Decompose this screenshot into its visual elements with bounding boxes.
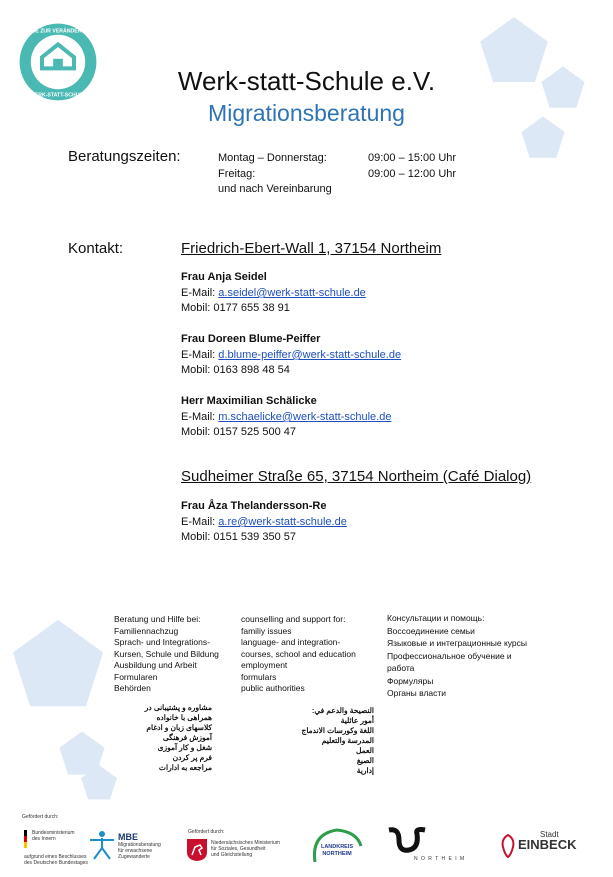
bmi-logo — [22, 824, 88, 868]
contact-mobile-row — [181, 364, 290, 376]
landkreis-northeim-logo — [307, 826, 367, 866]
ms-line: für Soziales, Gesundheit — [211, 846, 266, 852]
hours-time: 09:00 – 12:00 Uhr — [368, 168, 457, 180]
service-item: Языковые и интеграционные курсы — [387, 638, 528, 648]
page-subtitle: Migrationsberatung — [208, 100, 405, 126]
service-item: آموزش فرهنگی — [162, 733, 212, 742]
service-item: Профессиональное обучение и — [387, 650, 512, 661]
address-2: Sudheimer Straße 65, 37154 Northeim (Café Dialog) — [181, 468, 532, 485]
mbe-figure-icon — [88, 830, 116, 860]
services-de — [114, 614, 219, 695]
bmi-line: Bundesministerium — [32, 830, 75, 836]
hours-note: und nach Vereinbarung — [218, 183, 332, 195]
contact-email-row — [181, 516, 347, 528]
mbe-line: Zugewanderte — [118, 854, 150, 860]
service-item: اللغة وكورسات الاندماج — [301, 726, 374, 735]
email-link[interactable]: a.re@werk-statt-schule.de — [218, 516, 347, 528]
mobile-number: 0151 539 350 57 — [213, 531, 296, 543]
services-heading: Beratung und Hilfe bei: — [114, 614, 201, 624]
contact-mobile-row — [181, 531, 296, 543]
service-item: العمل — [355, 746, 374, 755]
bmi-line: des Innern — [32, 836, 56, 842]
contact-label: Kontakt: — [68, 240, 124, 257]
service-item: работа — [387, 663, 415, 673]
mobile-number: 0163 898 48 54 — [213, 364, 290, 376]
service-item: کلاسهای زبان و ادغام — [146, 723, 212, 732]
northeim-n-logo — [385, 826, 429, 856]
service-item: Воссоединение семьи — [387, 625, 475, 636]
page-title: Werk-statt-Schule e.V. — [177, 66, 436, 96]
email-link[interactable]: d.blume-peiffer@werk-statt-schule.de — [218, 349, 402, 361]
service-item: Behörden — [114, 683, 151, 693]
hours-time: 09:00 – 15:00 Uhr — [368, 152, 457, 164]
mbe-logo — [118, 832, 161, 860]
logo-arc-bottom: WERK-STATT-SCHULE — [29, 92, 87, 99]
service-item: فرم پر کردن — [172, 753, 212, 762]
service-item: Formularen — [114, 671, 158, 682]
contact-name: Frau Anja Seidel — [181, 271, 267, 283]
decor-pentagon — [80, 764, 118, 802]
service-item: Органы власти — [387, 688, 447, 698]
bmi-sub: aufgrund eines Beschlusses — [24, 854, 87, 860]
mobile-number: 0157 525 500 47 — [213, 426, 296, 438]
service-item: Ausbildung und Arbeit — [114, 660, 197, 670]
logo-arc-top: WEGE ZUR VERÄNDERUNG — [22, 28, 94, 35]
einbeck-crest-icon — [500, 833, 516, 859]
lower-saxony-horse-icon — [186, 838, 208, 862]
service-item: إدارية — [356, 766, 374, 775]
landkreis-line: LANDKREIS — [320, 844, 354, 850]
services-heading: Консультации и помощь: — [387, 613, 485, 623]
northeim-label: N O R T H E I M — [414, 856, 466, 862]
mbe-line: für erwachsene — [118, 848, 153, 854]
service-item: formulars — [241, 671, 277, 682]
mobile-label: Mobil: — [181, 302, 211, 314]
ms-line: und Gleichstellung — [211, 852, 253, 858]
decor-pentagon — [10, 617, 106, 713]
bmi-sub: des Deutschen Bundestages — [24, 860, 88, 866]
hours-day: Freitag: — [218, 168, 256, 180]
contact-name: Frau Doreen Blume-Peiffer — [181, 333, 321, 345]
address-1: Friedrich-Ebert-Wall 1, 37154 Northeim — [181, 240, 442, 257]
service-item: الصيغ — [356, 756, 374, 765]
service-item: Формуляры — [387, 675, 434, 686]
service-item: المدرسة والتعليم — [321, 736, 374, 745]
contact-mobile-row — [181, 302, 290, 314]
einbeck-top: Stadt — [540, 830, 559, 839]
service-item: language- and integration- — [241, 637, 341, 647]
email-link[interactable]: m.schaelicke@werk-statt-schule.de — [218, 411, 392, 423]
email-label: E-Mail: — [181, 349, 216, 361]
services-ar — [296, 706, 374, 776]
service-item: Sprach- und Integrations- — [114, 637, 210, 647]
funded-label-2: Gefördert durch: — [188, 829, 225, 835]
service-item: public authorities — [241, 683, 305, 693]
service-item: أمور عائلية — [340, 716, 374, 725]
service-item: مراجعه به ادارات — [158, 763, 212, 772]
hours-day: Montag – Donnerstag: — [218, 152, 327, 164]
email-link[interactable]: a.seidel@werk-statt-schule.de — [218, 287, 366, 299]
service-item: familiy issues — [241, 625, 292, 636]
mobile-number: 0177 655 38 91 — [213, 302, 290, 314]
email-label: E-Mail: — [181, 287, 216, 299]
service-item: همراهی با خانواده — [156, 713, 212, 722]
service-item: شغل و کار آموزی — [157, 743, 212, 752]
contact-mobile-row — [181, 426, 296, 438]
einbeck-name: EINBECK — [518, 837, 577, 852]
funded-label: Gefördert durch: — [22, 814, 59, 820]
email-label: E-Mail: — [181, 516, 216, 528]
contact-name: Herr Maximilian Schälicke — [181, 395, 317, 407]
service-item: courses, school and education — [241, 648, 356, 659]
services-heading: counselling and support for: — [241, 614, 346, 624]
contact-name: Frau Åza Thelandersson-Re — [181, 500, 327, 512]
email-label: E-Mail: — [181, 411, 216, 423]
contact-email-row — [181, 349, 401, 361]
mbe-title: MBE — [118, 832, 138, 842]
services-heading: مشاوره و پشتیبانی در — [144, 703, 212, 712]
mobile-label: Mobil: — [181, 364, 211, 376]
services-ru — [387, 612, 527, 700]
service-item: Kursen, Schule und Bildung — [114, 648, 219, 659]
services-heading: النصيحة والدعم في: — [311, 706, 374, 715]
services-fa — [140, 703, 212, 773]
ms-line: Niedersächsisches Ministerium — [211, 840, 280, 846]
service-item: Familiennachzug — [114, 625, 179, 636]
hours-label: Beratungszeiten: — [68, 148, 181, 165]
services-en — [241, 614, 356, 695]
einbeck-logo — [518, 830, 577, 852]
mobile-label: Mobil: — [181, 531, 211, 543]
mbe-line: Migrationsberatung — [118, 842, 161, 848]
landkreis-line: NORTHEIM — [322, 851, 352, 857]
ms-logo-text — [211, 840, 280, 858]
mobile-label: Mobil: — [181, 426, 211, 438]
service-item: employment — [241, 660, 288, 670]
contact-email-row — [181, 287, 366, 299]
contact-email-row — [181, 411, 391, 423]
